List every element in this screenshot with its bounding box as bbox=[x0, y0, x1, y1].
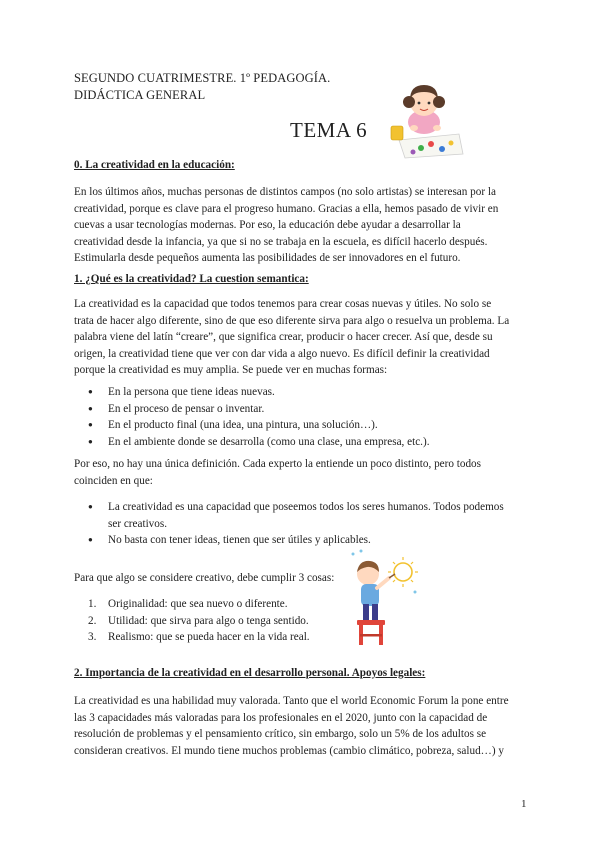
text-line: creatividad, porque es clave para el progreso humano. Gracias a ella, hemos pasado de vivir en bbox=[74, 202, 499, 215]
text-line: La creatividad es una habilidad muy valorada. Tanto que el world Economic Forum la pone entre bbox=[74, 695, 509, 707]
text-line: origen, la creatividad tiene que ver con dar vida a algo nuevo. Es difícil definir la creatividad bbox=[74, 347, 490, 360]
list-number: 1. bbox=[88, 598, 97, 610]
text-line: ● La creatividad es una capacidad que poseemos todos los seres humanos. Todos podemos bbox=[108, 501, 504, 513]
header-line-1: SEGUNDO CUATRIMESTRE. 1º PEDAGOGÍA. bbox=[74, 71, 331, 85]
document-header bbox=[74, 70, 330, 104]
section-0-paragraph bbox=[74, 184, 530, 267]
text-line: las 3 capacidades más valoradas para los profesionales en el 2020, junto con la capacidad de bbox=[74, 711, 488, 724]
text-line: porque la creatividad es muy amplia. Se puede ver en muchas formas: bbox=[74, 364, 388, 376]
text-line: En los últimos años, muchas personas de distintos campos (no solo artistas) se interesan por la bbox=[74, 186, 496, 198]
section-1-paragraph-3: Para que algo se considere creativo, debe cumplir 3 cosas: bbox=[74, 572, 335, 584]
list-item bbox=[74, 499, 524, 532]
list-item: ● En el ambiente donde se desarrolla (como una clase, una empresa, etc.). bbox=[74, 434, 524, 451]
list-text: Realismo: que se pueda hacer en la vida real. bbox=[108, 631, 310, 643]
text-line: palabra viene del latín “creare”, que significa crear, producir o hacer crecer. Así que, desde su bbox=[74, 331, 493, 343]
section-1-heading: 1. ¿Qué es la creatividad? La cuestion semantica: bbox=[74, 273, 309, 285]
text-line: ● No basta con tener ideas, tienen que ser útiles y aplicables. bbox=[108, 534, 371, 546]
list-item: ● En el producto final (una idea, una pintura, una solución…). bbox=[74, 417, 524, 434]
list-item bbox=[74, 629, 524, 646]
section-2-paragraph bbox=[74, 693, 530, 759]
text-line: creatividad desde la infancia, ya que si no se trabaja en la escuela, es difícil hacerlo después. bbox=[74, 235, 488, 248]
text-line: ser creativos. bbox=[108, 517, 168, 530]
section-2-heading: 2. Importancia de la creatividad en el desarrollo personal. Apoyos legales: bbox=[74, 667, 426, 679]
list-text: Originalidad: que sea nuevo o diferente. bbox=[108, 598, 288, 610]
text-line: cuevas a usar tecnologías modernas. Por eso, la educación debe ayudar a desarrollar la bbox=[74, 219, 461, 231]
text-line: Estimularla desde pequeños aumenta las posibilidades de ser innovadores en el futuro. bbox=[74, 252, 461, 264]
boy-painting-illustration bbox=[345, 548, 425, 648]
forms-bullet-list bbox=[74, 384, 524, 450]
list-item: ● En el proceso de pensar o inventar. bbox=[74, 401, 524, 418]
girl-painting-illustration bbox=[385, 78, 465, 160]
section-1-paragraph-1 bbox=[74, 296, 530, 379]
text-line: Por eso, no hay una única definición. Cada experto la entiende un poco distinto, pero todos bbox=[74, 458, 481, 470]
list-item: ● En la persona que tiene ideas nuevas. bbox=[74, 384, 524, 401]
section-1-paragraph-2 bbox=[74, 456, 530, 489]
header-line-2: DIDÁCTICA GENERAL bbox=[74, 88, 206, 102]
criteria-numbered-list bbox=[74, 596, 524, 646]
list-number: 2. bbox=[88, 614, 97, 627]
section-0-heading: 0. La creatividad en la educación: bbox=[74, 159, 235, 171]
text-line: trata de hacer algo diferente, sino de que eso diferente sirva para algo o resuelva un problema. La bbox=[74, 314, 510, 327]
text-line: coinciden en que: bbox=[74, 474, 153, 487]
agreement-bullet-list bbox=[74, 499, 524, 549]
text-line: La creatividad es la capacidad que todos tenemos para crear cosas nuevas y útiles. No solo se bbox=[74, 298, 492, 310]
text-line: consideran creativos. El mundo tiene muchos problemas (cambio climático, pobreza, salud…) y bbox=[74, 744, 504, 757]
list-text: Utilidad: que sirva para algo o tenga sentido. bbox=[108, 614, 309, 627]
text-line: resolución de problemas y el pensamiento crítico, sin embargo, solo un 5% de los adultos se bbox=[74, 728, 487, 740]
page-number: 1 bbox=[521, 798, 527, 810]
list-item bbox=[74, 613, 524, 630]
page-title: TEMA 6 bbox=[290, 118, 368, 142]
list-number: 3. bbox=[88, 631, 97, 643]
list-item bbox=[74, 532, 524, 549]
list-item bbox=[74, 596, 524, 613]
